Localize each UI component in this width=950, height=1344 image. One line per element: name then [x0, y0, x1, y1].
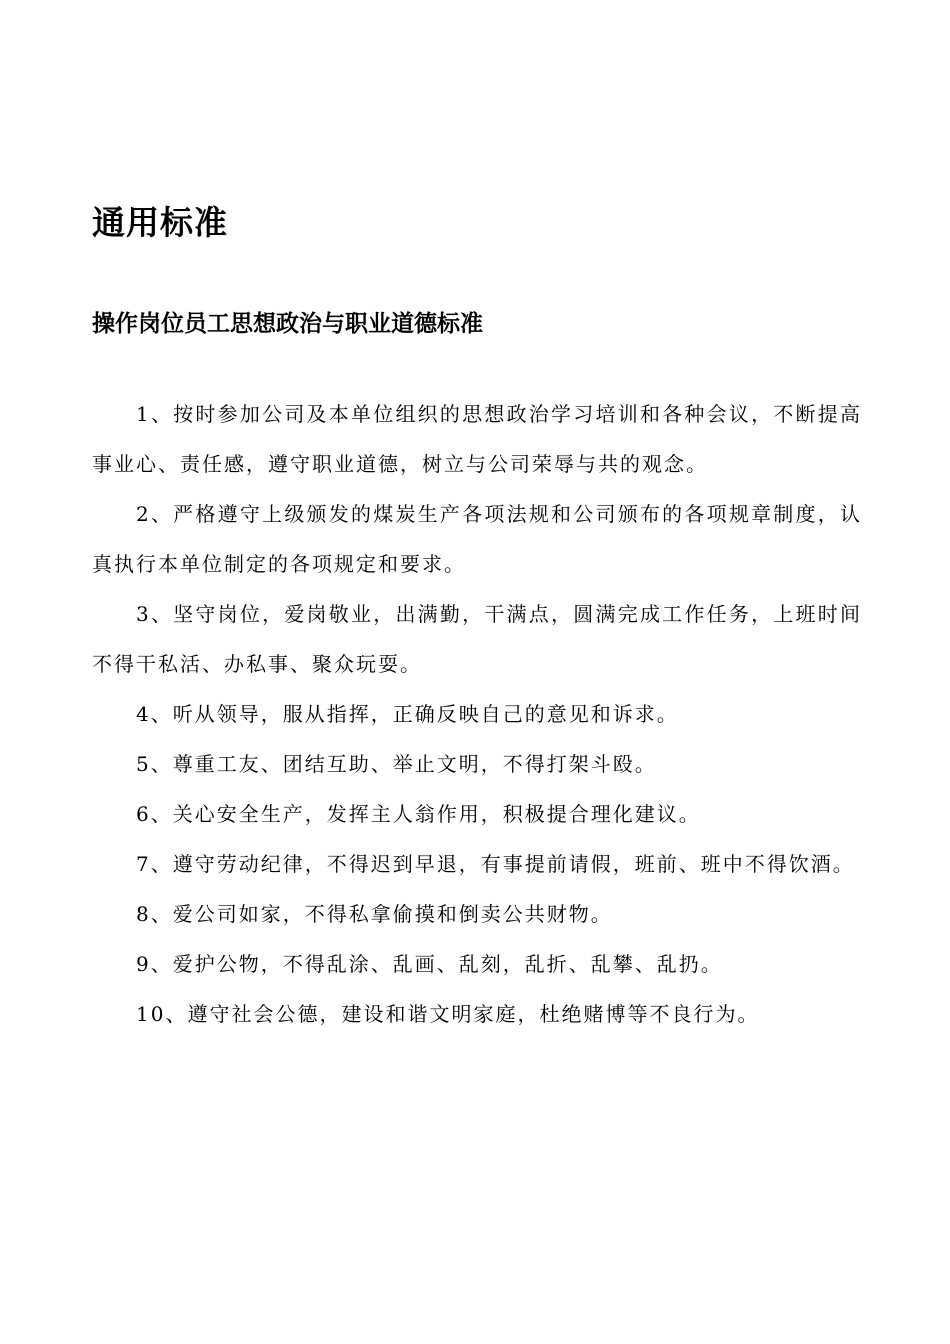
list-item: 10、遵守社会公德，建设和谐文明家庭，杜绝赌博等不良行为。: [136, 1002, 760, 1026]
list-item: 3、坚守岗位，爱岗敬业，出满勤，干满点，圆满完成工作任务，上班时间不得干私活、办私事、聚众玩耍。: [92, 602, 862, 676]
list-item: 1、按时参加公司及本单位组织的思想政治学习培训和各种会议，不断提高事业心、责任感，遵守职业道德，树立与公司荣辱与共的观念。: [92, 402, 862, 476]
list-item: 8、爱公司如家，不得私拿偷摸和倒卖公共财物。: [136, 902, 613, 926]
list-item: 2、严格遵守上级颁发的煤炭生产各项法规和公司颁布的各项规章制度，认真执行本单位制定的各项规定和要求。: [92, 502, 862, 576]
list-item: 6、关心安全生产，发挥主人翁作用，积极提合理化建议。: [136, 802, 701, 826]
list-item: 9、爱护公物，不得乱涂、乱画、乱刻，乱折、乱攀、乱扔。: [136, 952, 723, 976]
standards-list: [92, 389, 862, 1039]
list-item: 4、听从领导，服从指挥，正确反映自己的意见和诉求。: [136, 702, 679, 726]
document-subtitle: 操作岗位员工思想政治与职业道德标准: [92, 311, 483, 337]
list-item: 5、尊重工友、团结互助、举止文明，不得打架斗殴。: [136, 752, 657, 776]
list-item: 7、遵守劳动纪律，不得迟到早退，有事提前请假，班前、班中不得饮酒。: [136, 852, 855, 876]
document-title: 通用标准: [92, 203, 228, 242]
